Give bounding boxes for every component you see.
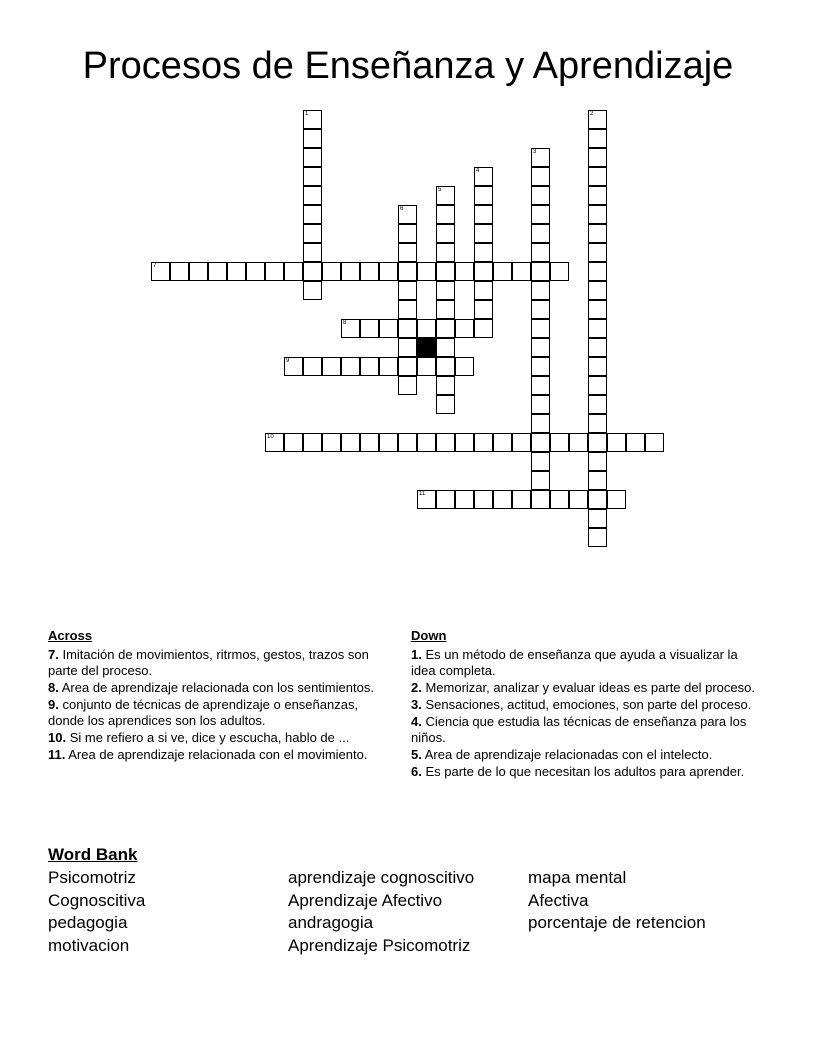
crossword-cell[interactable] [436, 357, 455, 376]
crossword-cell[interactable] [360, 357, 379, 376]
clue-number: 7. [48, 647, 59, 662]
crossword-cell[interactable] [303, 205, 322, 224]
crossword-cell[interactable] [303, 243, 322, 262]
crossword-cell[interactable] [436, 205, 455, 224]
crossword-cell[interactable] [531, 433, 550, 452]
crossword-cell[interactable] [360, 319, 379, 338]
crossword-cell[interactable] [645, 433, 664, 452]
crossword-cell[interactable] [512, 262, 531, 281]
crossword-cell[interactable] [417, 319, 436, 338]
crossword-cell[interactable] [588, 490, 607, 509]
crossword-cell[interactable] [531, 395, 550, 414]
crossword-cell[interactable] [531, 262, 550, 281]
crossword-cell[interactable] [588, 129, 607, 148]
crossword-cell[interactable] [227, 262, 246, 281]
crossword-cell[interactable] [531, 300, 550, 319]
clue-down-1 [411, 647, 756, 679]
clue-number: 5. [411, 747, 422, 762]
crossword-cell[interactable] [303, 186, 322, 205]
crossword-cell[interactable] [512, 433, 531, 452]
down-clues [411, 628, 756, 781]
crossword-cell[interactable] [474, 224, 493, 243]
crossword-cell[interactable] [398, 433, 417, 452]
word-bank-item: motivacion [48, 935, 130, 955]
crossword-cell[interactable] [588, 110, 607, 129]
crossword-cell[interactable] [398, 243, 417, 262]
crossword-cell[interactable] [588, 528, 607, 547]
crossword-cell[interactable] [455, 319, 474, 338]
crossword-cell[interactable] [303, 357, 322, 376]
crossword-cell[interactable] [455, 490, 474, 509]
clue-down-2 [411, 680, 756, 696]
crossword-cell[interactable] [208, 262, 227, 281]
across-heading: Across [48, 628, 93, 643]
crossword-cell[interactable] [303, 110, 322, 129]
crossword-cell[interactable] [322, 433, 341, 452]
crossword-cell[interactable] [284, 262, 303, 281]
clue-number: 1. [411, 647, 422, 662]
clue-number: 8. [48, 680, 59, 695]
crossword-cell[interactable] [531, 338, 550, 357]
crossword-cell[interactable] [436, 433, 455, 452]
clue-across-7 [48, 647, 393, 679]
crossword-cell[interactable] [588, 148, 607, 167]
crossword-cell[interactable] [436, 490, 455, 509]
clue-number: 6. [411, 764, 422, 779]
crossword-cell[interactable] [436, 319, 455, 338]
crossword-cell[interactable] [531, 224, 550, 243]
crossword-cell[interactable] [303, 262, 322, 281]
clue-down-4 [411, 714, 756, 746]
crossword-cell[interactable] [417, 433, 436, 452]
cell-number: 5 [438, 187, 442, 193]
crossword-cell[interactable] [360, 262, 379, 281]
word-bank-title: Word Bank [48, 845, 138, 864]
crossword-cell[interactable] [474, 205, 493, 224]
crossword-cell[interactable] [474, 167, 493, 186]
crossword-cell[interactable] [531, 205, 550, 224]
word-bank [48, 845, 768, 957]
crossword-cell[interactable] [588, 262, 607, 281]
clue-number: 2. [411, 680, 422, 695]
clue-text: Area de aprendizaje relacionadas con el intelecto. [424, 747, 713, 762]
cell-number: 10 [267, 434, 274, 440]
clue-text: Es parte de lo que necesitan los adultos para aprender. [425, 764, 745, 779]
crossword-cell[interactable] [455, 433, 474, 452]
crossword-cell[interactable] [569, 433, 588, 452]
crossword-cell[interactable] [379, 357, 398, 376]
clue-number: 4. [411, 714, 422, 729]
crossword-cell[interactable] [531, 319, 550, 338]
crossword-cell[interactable] [474, 300, 493, 319]
word-bank-item: Afectiva [528, 890, 589, 910]
crossword-cell[interactable] [398, 205, 417, 224]
clue-text: conjunto de técnicas de aprendizaje o enseñanzas, donde los aprendices son los adultos. [48, 697, 359, 728]
crossword-cell[interactable] [531, 186, 550, 205]
crossword-cell[interactable] [436, 186, 455, 205]
crossword-cell[interactable] [531, 243, 550, 262]
crossword-cell[interactable] [303, 129, 322, 148]
word-bank-item: porcentaje de retencion [528, 913, 706, 932]
clue-text: Sensaciones, actitud, emociones, son parte del proceso. [425, 697, 752, 712]
clue-across-9 [48, 697, 393, 729]
clue-number: 9. [48, 697, 59, 712]
clue-number: 10. [48, 730, 67, 745]
crossword-cell[interactable] [303, 167, 322, 186]
crossword-cell[interactable] [379, 433, 398, 452]
cell-number: 6 [400, 206, 404, 212]
cell-number: 9 [286, 358, 290, 364]
crossword-cell[interactable] [379, 319, 398, 338]
cell-number: 2 [590, 111, 594, 117]
crossword-cell[interactable] [379, 262, 398, 281]
clue-down-5 [411, 747, 756, 763]
crossword-cell[interactable] [531, 490, 550, 509]
crossword-cell[interactable] [398, 338, 417, 357]
down-heading: Down [411, 628, 447, 643]
crossword-cell[interactable] [417, 357, 436, 376]
crossword-cell[interactable] [151, 262, 170, 281]
crossword-cell[interactable] [474, 319, 493, 338]
cell-number: 8 [343, 320, 347, 326]
clue-text: Area de aprendizaje relacionada con el movimiento. [68, 747, 368, 762]
clue-number: 11. [48, 747, 66, 762]
crossword-cell[interactable] [493, 262, 512, 281]
crossword-cell[interactable] [474, 186, 493, 205]
crossword-cell[interactable] [607, 433, 626, 452]
crossword-cell[interactable] [341, 433, 360, 452]
clue-text: Area de aprendizaje relacionada con los sentimientos. [61, 680, 374, 695]
crossword-cell[interactable] [531, 281, 550, 300]
clue-down-3 [411, 697, 756, 713]
crossword-cell[interactable] [588, 167, 607, 186]
word-bank-item: pedagogia [48, 913, 128, 932]
clue-text: Memorizar, analizar y evaluar ideas es parte del proceso. [425, 680, 755, 695]
crossword-block-cell [417, 338, 436, 357]
crossword-cell[interactable] [417, 262, 436, 281]
cell-number: 1 [305, 111, 309, 117]
crossword-cell[interactable] [531, 452, 550, 471]
cell-number: 3 [533, 149, 537, 155]
crossword-cell[interactable] [284, 357, 303, 376]
cell-number: 4 [476, 168, 480, 174]
clue-text: Es un método de enseñanza que ayuda a visualizar la idea completa. [411, 647, 738, 678]
crossword-cell[interactable] [265, 262, 284, 281]
crossword-cell[interactable] [436, 338, 455, 357]
crossword-cell[interactable] [588, 224, 607, 243]
crossword-cell[interactable] [588, 509, 607, 528]
crossword-cell[interactable] [303, 148, 322, 167]
crossword-cell[interactable] [417, 490, 436, 509]
crossword-cell[interactable] [474, 490, 493, 509]
page-title: Procesos de Enseñanza y Aprendizaje [82, 45, 734, 87]
clue-across-11 [48, 747, 393, 763]
crossword-cell[interactable] [474, 262, 493, 281]
crossword-cell[interactable] [303, 224, 322, 243]
clue-text: Ciencia que estudia las técnicas de enseñanza para los niños. [411, 714, 747, 745]
crossword-cell[interactable] [474, 281, 493, 300]
crossword-cell[interactable] [246, 262, 265, 281]
clue-text: Si me refiero a si ve, dice y escucha, hablo de ... [69, 730, 350, 745]
crossword-cell[interactable] [588, 281, 607, 300]
crossword-cell[interactable] [588, 471, 607, 490]
crossword-cell[interactable] [569, 490, 588, 509]
crossword-cell[interactable] [398, 300, 417, 319]
crossword-cell[interactable] [550, 490, 569, 509]
word-bank-list [48, 867, 768, 957]
crossword-cell[interactable] [531, 414, 550, 433]
crossword-cell[interactable] [588, 452, 607, 471]
crossword-cell[interactable] [284, 433, 303, 452]
clue-down-6 [411, 764, 756, 780]
crossword-cell[interactable] [588, 319, 607, 338]
crossword-cell[interactable] [436, 376, 455, 395]
crossword-cell[interactable] [588, 243, 607, 262]
crossword-cell[interactable] [531, 376, 550, 395]
crossword-cell[interactable] [493, 433, 512, 452]
crossword-cell[interactable] [588, 414, 607, 433]
crossword-cell[interactable] [398, 262, 417, 281]
word-bank-item: Cognoscitiva [48, 890, 146, 910]
crossword-cell[interactable] [550, 433, 569, 452]
crossword-cell[interactable] [360, 433, 379, 452]
clue-text: Imitación de movimientos, ritrmos, gestos, trazos son parte del proceso. [48, 647, 369, 678]
crossword-cell[interactable] [436, 243, 455, 262]
clue-across-8 [48, 680, 393, 696]
crossword-cell[interactable] [322, 357, 341, 376]
crossword-cell[interactable] [436, 300, 455, 319]
word-bank-item: andragogia [288, 913, 374, 932]
crossword-cell[interactable] [588, 300, 607, 319]
crossword-cell[interactable] [531, 357, 550, 376]
cell-number: 11 [419, 491, 426, 497]
crossword-cell[interactable] [455, 357, 474, 376]
crossword-cell[interactable] [436, 262, 455, 281]
crossword-cell[interactable] [588, 395, 607, 414]
clue-number: 3. [411, 697, 422, 712]
cell-number: 7 [153, 263, 157, 269]
crossword-cell[interactable] [474, 243, 493, 262]
crossword-cell[interactable] [398, 319, 417, 338]
crossword-cell[interactable] [398, 357, 417, 376]
crossword-cell[interactable] [398, 224, 417, 243]
crossword-cell[interactable] [398, 376, 417, 395]
crossword-cell[interactable] [588, 186, 607, 205]
crossword-cell[interactable] [341, 319, 360, 338]
crossword-cell[interactable] [588, 376, 607, 395]
crossword-cell[interactable] [455, 262, 474, 281]
crossword-cell[interactable] [512, 490, 531, 509]
crossword-cell[interactable] [436, 224, 455, 243]
clue-across-10 [48, 730, 393, 746]
word-bank-item: mapa mental [528, 868, 627, 887]
crossword-cell[interactable] [398, 281, 417, 300]
crossword-cell[interactable] [189, 262, 208, 281]
crossword-cell[interactable] [170, 262, 189, 281]
crossword-cell[interactable] [588, 205, 607, 224]
crossword-cell[interactable] [265, 433, 284, 452]
crossword-cell[interactable] [303, 281, 322, 300]
crossword-cell[interactable] [531, 167, 550, 186]
word-bank-item: Aprendizaje Psicomotriz [288, 935, 471, 955]
crossword-cell[interactable] [531, 471, 550, 490]
crossword-cell[interactable] [550, 262, 569, 281]
crossword-cell[interactable] [436, 281, 455, 300]
crossword-cell[interactable] [626, 433, 645, 452]
crossword-cell[interactable] [341, 357, 360, 376]
crossword-cell[interactable] [588, 357, 607, 376]
crossword-cell[interactable] [588, 433, 607, 452]
crossword-cell[interactable] [322, 262, 341, 281]
crossword-cell[interactable] [341, 262, 360, 281]
word-bank-item: Psicomotriz [48, 868, 136, 887]
crossword-cell[interactable] [474, 433, 493, 452]
crossword-cell[interactable] [303, 433, 322, 452]
crossword-cell[interactable] [436, 395, 455, 414]
across-clues [48, 628, 393, 764]
crossword-cell[interactable] [493, 490, 512, 509]
crossword-cell[interactable] [531, 148, 550, 167]
crossword-cell[interactable] [607, 490, 626, 509]
word-bank-item: aprendizaje cognoscitivo [288, 868, 475, 887]
word-bank-item: Aprendizaje Afectivo [288, 890, 443, 910]
crossword-cell[interactable] [588, 338, 607, 357]
